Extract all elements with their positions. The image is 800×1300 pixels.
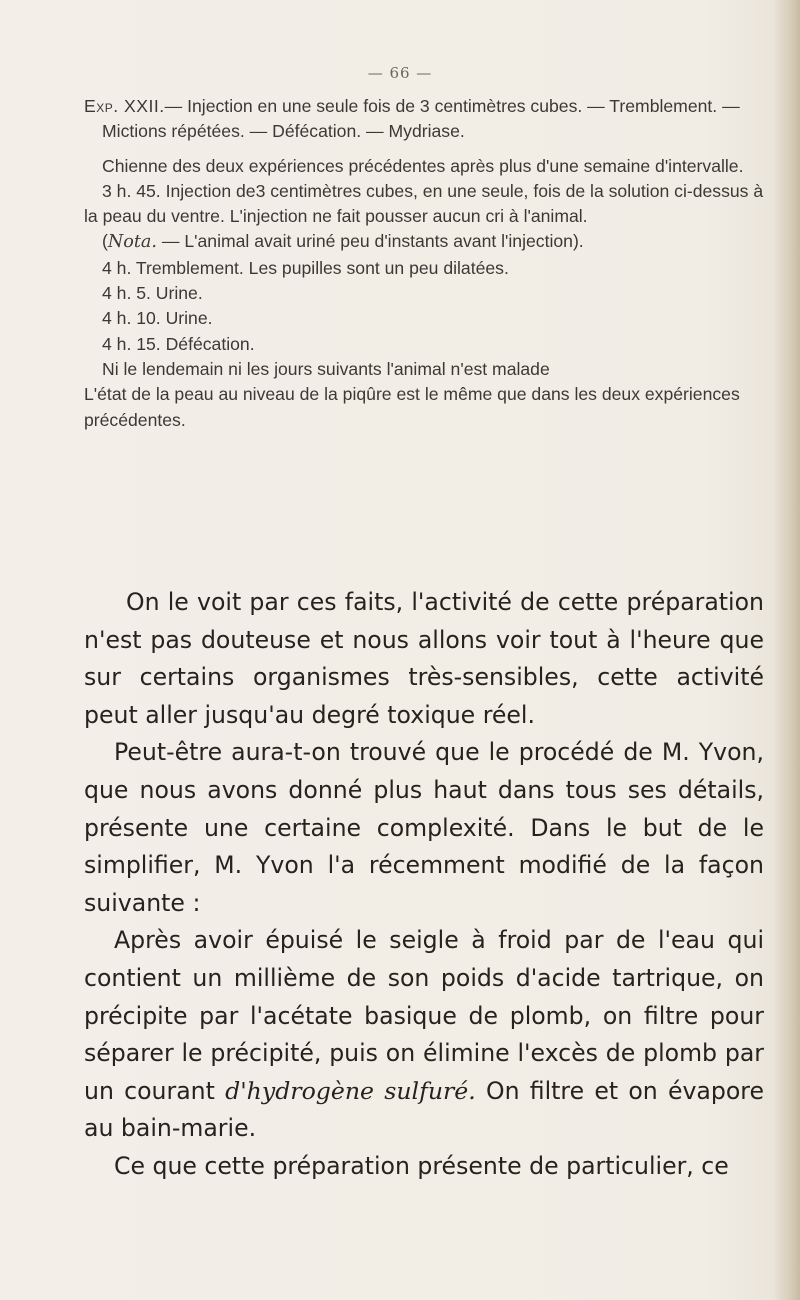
nota-label: Nota. [107, 232, 157, 253]
paragraph-3-italic: d'hydrogène sulfuré. [225, 1076, 476, 1105]
experiment-heading [84, 94, 764, 145]
page-edge-shadow [774, 0, 800, 1300]
experiment-notes [84, 94, 764, 433]
notes-next-day: Ni le lendemain ni les jours suivants l'animal n'est malade [102, 358, 550, 379]
log-entry: 4 h. Tremblement. Les pupilles sont un peu dilatées. [102, 257, 509, 278]
log-entry: 4 h. 10. Urine. [102, 308, 213, 329]
notes-intro: Chienne des deux expériences précédentes après plus d'une semaine d'intervalle. [102, 155, 744, 176]
paragraph-3-end: On filtre et on évapore au bain-marie. [84, 1076, 764, 1143]
paragraph-4: Ce que cette préparation présente de particulier, ce [114, 1151, 729, 1180]
paragraph-1: On le voit par ces faits, l'activité de cette préparation n'est pas douteuse et nous allons voir tout à l'heure que sur certains organismes très-sensibles, cette activité peut aller jusqu'au degré toxique réel. [84, 588, 764, 729]
notes-nota: (Nota. — L'animal avait uriné peu d'instants avant l'injection). [102, 231, 584, 253]
main-text [84, 584, 764, 1186]
experiment-label: Exp. XXII. [84, 96, 165, 116]
paragraph-3 [84, 922, 764, 1148]
nota-text: — L'animal avait uriné peu d'instants avant l'injection). [157, 231, 584, 252]
paragraph-3-text: Après avoir épuisé le seigle à froid par de l'eau qui contient un millième de son poids d'acide tartrique, on précipite par l'acétate basique de plomb, on filtre pour séparer le précipité, puis on élimine l'excès de plomb par un courant [84, 926, 764, 1105]
notes-injection: 3 h. 45. Injection de3 centimètres cubes, en une seule, fois de la solution ci-dessus à la peau du ventre. L'injection ne fait pousser aucun cri à l'animal. [84, 180, 764, 227]
log-entry: 4 h. 5. Urine. [102, 283, 203, 304]
notes-skin: L'état de la peau au niveau de la piqûre est le même que dans les deux expériences précédentes. [84, 384, 740, 430]
paragraph-2: Peut-être aura-t-on trouvé que le procédé de M. Yvon, que nous avons donné plus haut dans tous ses détails, présente une certaine complexité. Dans le but de le simplifier, M. Yvon l'a récemment modifié de la façon suivante : [84, 738, 764, 917]
page-number: — 66 — [367, 64, 433, 82]
experiment-title: — Injection en une seule fois de 3 centimètres cubes. — Tremblement. — Mictions répétées. — Défécation. — Mydriase. [102, 96, 740, 142]
log-entry: 4 h. 15. Défécation. [102, 333, 255, 354]
